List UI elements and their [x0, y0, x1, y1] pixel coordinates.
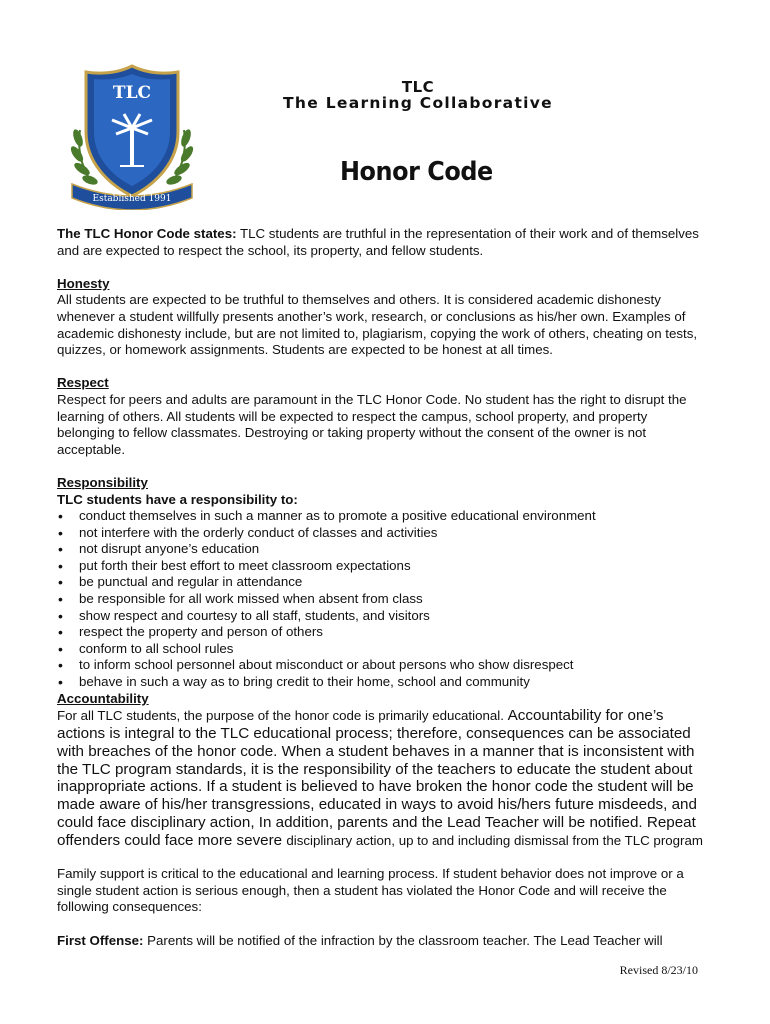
responsibility-list — [57, 508, 707, 691]
list-item: • respect the property and person of others — [57, 624, 707, 641]
accountability-text-3: disciplinary action, up to and including dismissal from the TLC program — [286, 832, 703, 848]
list-item: • not interfere with the orderly conduct of classes and activities — [57, 525, 707, 542]
first-offense-label: First Offense: — [57, 932, 144, 948]
accountability-heading: Accountability — [57, 690, 149, 706]
list-item: • to inform school personnel about misconduct or about persons who show disrespect — [57, 657, 707, 674]
list-item: • put forth their best effort to meet classroom expectations — [57, 558, 707, 575]
intro-text: TLC students are truthful in the representation of their work and of themselves and are expected to respect the school, its property, and fellow students. — [57, 226, 699, 258]
accountability-text-2: Accountability for one’s actions is integral to the TLC educational process; therefore, consequences can be associated with breaches of the honor code. When a student behaves in a manner that is inconsistent with the TLC program standards, it is the responsibility of the teachers to educate the student about inappropriate actions. If a student is believed to have broken the honor code the student will be made aware of his/her transgressions, educated in ways to avoid his/hers future misdeeds, and could face disciplinary action, In addition, parents and the Lead Teacher will be notified. Repeat offenders could face more severe — [57, 707, 697, 849]
org-title — [232, 80, 604, 112]
intro-label: The TLC Honor Code states: — [57, 226, 237, 241]
list-item: • behave in such a way as to bring credit to their home, school and community — [57, 674, 707, 691]
respect-heading: Respect — [57, 375, 109, 391]
svg-text:Established 1991: Established 1991 — [92, 194, 172, 204]
honesty-text: All students are expected to be truthful to themselves and others. It is considered academic dishonesty whenever a student willfully presents another’s work, research, or conclusions as his/her own. Examples of academic dishonesty include, but are not limited to, plagiarism, copying the work of others, cheating on tests, quizzes, or homework assignments. Students are expected to be honest at all times. — [57, 292, 698, 358]
revised-date: Revised 8/23/10 — [619, 963, 698, 977]
respect-text: Respect for peers and adults are paramount in the TLC Honor Code. No student has the right to disrupt the learning of others. All students will be expected to respect the campus, school property, and property belonging to fellow classmates. Destroying or taking property without the consent of the owner is not acceptable. — [57, 391, 687, 457]
document-body — [57, 226, 707, 949]
responsibility-heading: Responsibility — [57, 474, 148, 490]
intro-paragraph — [57, 226, 707, 259]
svg-text:TLC: TLC — [112, 83, 152, 103]
org-full-name: The Learning Collaborative — [283, 94, 553, 112]
shield-logo — [68, 62, 196, 210]
accountability-text-1: For all TLC students, the purpose of the honor code is primarily educational. — [57, 708, 508, 724]
first-offense-text: Parents will be notified of the infraction by the classroom teacher. The Lead Teacher will — [143, 932, 663, 948]
org-short-name: TLC — [401, 78, 435, 96]
list-item: • be responsible for all work missed when absent from class — [57, 591, 707, 608]
list-item: • show respect and courtesy to all staff, students, and visitors — [57, 608, 707, 625]
family-support-text: Family support is critical to the educational and learning process. If student behavior does not improve or a single student action is serious enough, then a student has violated the Honor Code and will receive the following consequences: — [57, 866, 684, 915]
accountability-text — [57, 707, 707, 849]
list-item: • be punctual and regular in attendance — [57, 574, 707, 591]
page-title: Honor Code — [340, 157, 493, 187]
list-item: • conduct themselves in such a manner as to promote a positive educational environment — [57, 508, 707, 525]
list-item: • conform to all school rules — [57, 641, 707, 658]
list-item: • not disrupt anyone’s education — [57, 541, 707, 558]
first-offense-paragraph — [57, 933, 707, 950]
responsibility-subheading: TLC students have a responsibility to: — [57, 491, 298, 507]
honesty-heading: Honesty — [57, 275, 110, 291]
